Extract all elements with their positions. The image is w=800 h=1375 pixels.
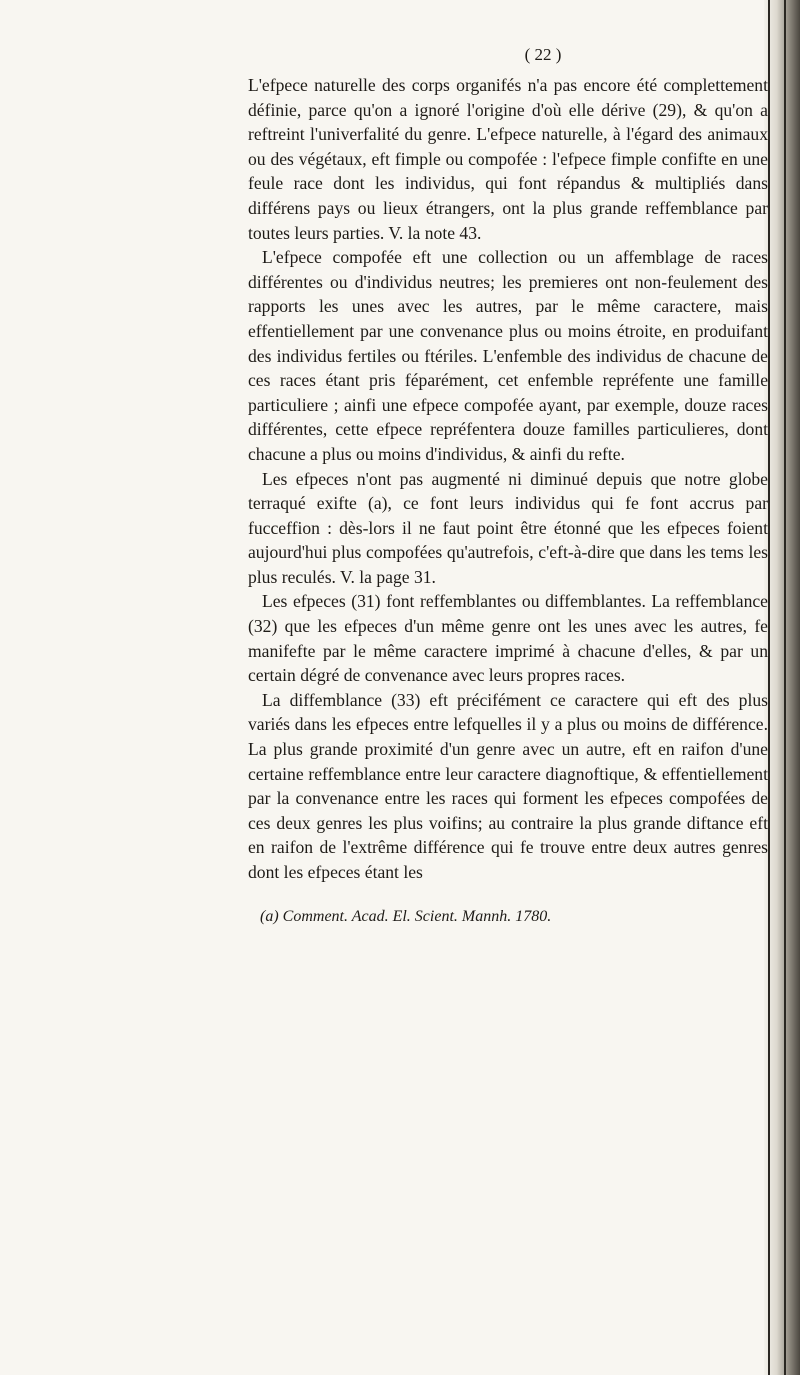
paragraph-1: L'efpece naturelle des corps organifés n'a pas encore été complettement définie, parce qu'on a ignoré l'origine d'où elle dérive (29), & qu'on a reftreint l'univerfalité du genre. L'efpece naturelle, à l'égard des animaux ou des végétaux, eft fimple ou compofée : l'efpece fimple confifte en une feule race dont les individus, qui font répandus & multipliés dans différens pays ou lieux étrangers, ont la plus grande reffemblance par toutes leurs parties. V. la note 43. xyxy=(248,75,768,243)
page-binding-edge xyxy=(764,0,800,1375)
paragraph-2: L'efpece compofée eft une collection ou un affemblage de races différentes ou d'individus neutres; les premieres ont non-feulement des rapports les unes avec les autres, par le même caractere, mais effentiellement par une convenance plus ou moins étroite, en produifant des individus fertiles ou ftériles. L'enfemble des individus de chacune de ces races étant pris féparément, cet enfemble repréfente une famille particuliere ; ainfi une efpece compofée ayant, par exemple, douze races différentes, cette efpece repréfentera douze familles particulieres, dont chacune a plus ou moins d'individus, & ainfi du refte. xyxy=(248,247,768,464)
paragraph-5: La diffemblance (33) eft précifément ce caractere qui eft des plus variés dans les efpeces entre lefquelles il y a plus ou moins de différence. La plus grande proximité d'un genre avec un autre, eft en raifon d'une certaine reffemblance entre leur caractere diagnoftique, & effentiellement par la convenance entre les races qui forment les efpeces compofées de ces deux genres les plus voifins; au contraire la plus grande diftance eft en raifon de l'extrême différence qui fe trouve entre deux autres genres dont les efpeces étant les xyxy=(248,689,768,882)
page-number: ( 22 ) xyxy=(524,45,562,64)
paragraph-4: Les efpeces (31) font reffemblantes ou diffemblantes. La reffemblance (32) que les efpeces d'un même genre ont les unes avec les autres, fe manifefte par le même caractere imprimé à chacune d'elles, & par un certain dégré de convenance avec leurs propres races. xyxy=(248,591,768,686)
footnote: (a) Comment. Acad. El. Scient. Mannh. 1780. xyxy=(260,907,552,925)
paragraph-3: Les efpeces n'ont pas augmenté ni diminué depuis que notre globe terraqué exifte (a), ce font leurs individus qui fe font accrus par fucceffion : dès-lors il ne faut point être étonné que les efpeces foient aujourd'hui plus compofées qu'autrefois, c'eft-à-dire que dans les tems les plus reculés. V. la page 31. xyxy=(248,468,768,587)
page-text xyxy=(248,42,768,929)
